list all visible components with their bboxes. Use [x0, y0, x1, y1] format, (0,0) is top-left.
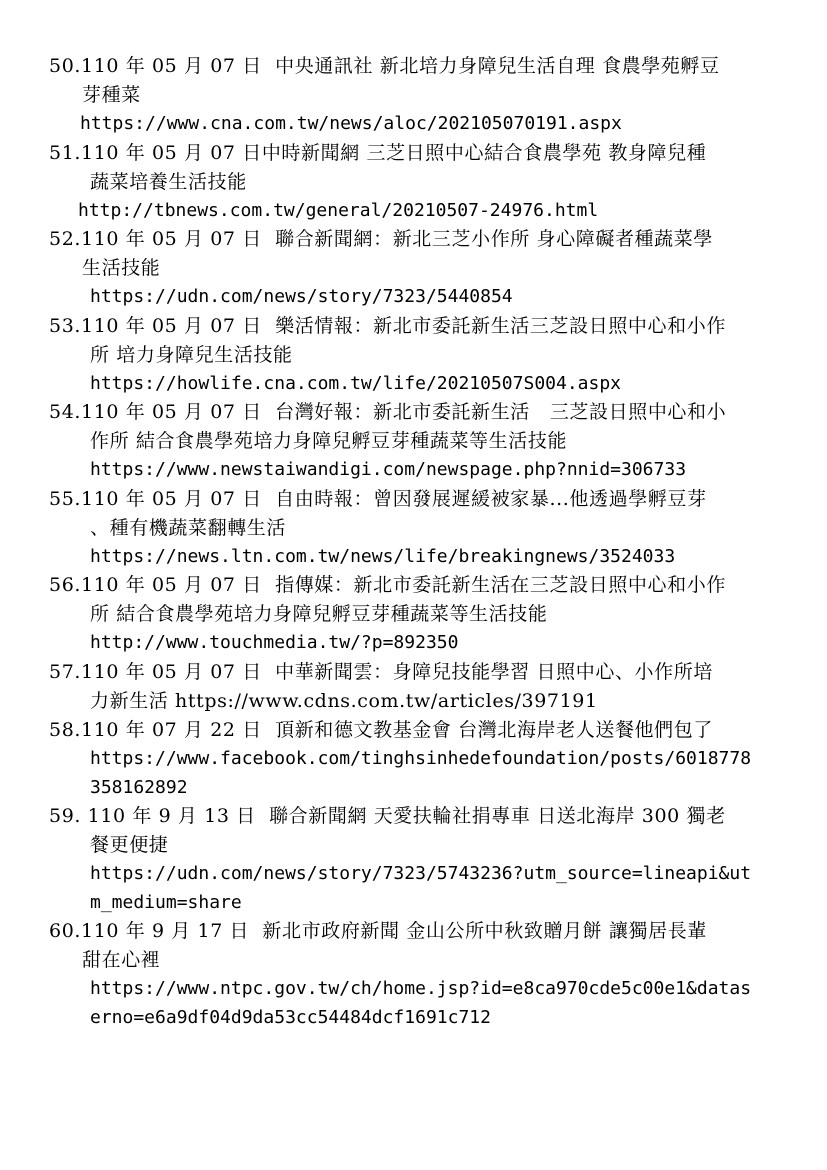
- reference-title-continuation: 芽種菜: [82, 84, 141, 106]
- reference-title-line: 54.110 年 05 月 07 日 台灣好報：新北市委託新生活 三芝設日照中心和小: [49, 401, 727, 423]
- reference-title-continuation: 作所 結合食農學苑培力身障兒孵豆芽種蔬菜等生活技能: [90, 430, 568, 452]
- reference-url[interactable]: http://www.touchmedia.tw/?p=892350: [90, 632, 459, 653]
- reference-title-continuation: 生活技能: [82, 257, 161, 279]
- reference-title-continuation: 所 培力身障兒生活技能: [90, 344, 293, 366]
- reference-title-line: 53.110 年 05 月 07 日 樂活情報：新北市委託新生活三芝設日照中心和小作: [49, 315, 726, 337]
- reference-title-continuation: 力新生活 https://www.cdns.com.tw/articles/397191: [90, 690, 598, 712]
- reference-url[interactable]: https://www.ntpc.gov.tw/ch/home.jsp?id=e8ca970cde5c00e1&datas: [90, 978, 752, 999]
- reference-url[interactable]: erno=e6a9df04d9da53cc54484dcf1691c712: [90, 1007, 491, 1028]
- reference-title-continuation: 、種有機蔬菜翻轉生活: [90, 517, 287, 539]
- reference-title-line: 51.110 年 05 月 07 日中時新聞網 三芝日照中心結合食農學苑 教身障兒種: [49, 142, 707, 164]
- reference-url[interactable]: https://udn.com/news/story/7323/5743236?utm_source=lineapi&ut: [90, 863, 752, 884]
- reference-title-line: 59. 110 年 9 月 13 日 聯合新聞網 天愛扶輪社捐專車 日送北海岸 300 獨老: [49, 805, 726, 827]
- reference-url[interactable]: https://www.facebook.com/tinghsinhedefoundation/posts/6018778: [90, 748, 752, 769]
- reference-url[interactable]: https://news.ltn.com.tw/news/life/breakingnews/3524033: [90, 546, 676, 567]
- reference-title-line: 55.110 年 05 月 07 日 自由時報：曾因發展遲緩被家暴...他透過學孵豆芽: [49, 488, 707, 510]
- reference-url[interactable]: 358162892: [90, 777, 188, 798]
- reference-title-line: 60.110 年 9 月 17 日 新北市政府新聞 金山公所中秋致贈月餅 讓獨居長輩: [49, 920, 707, 942]
- reference-url[interactable]: https://udn.com/news/story/7323/5440854: [90, 286, 513, 307]
- reference-title-continuation: 甜在心裡: [82, 949, 161, 971]
- reference-url[interactable]: https://www.cna.com.tw/news/aloc/202105070191.aspx: [80, 113, 622, 134]
- reference-title-continuation: 所 結合食農學苑培力身障兒孵豆芽種蔬菜等生活技能: [90, 603, 548, 625]
- reference-title-continuation: 餐更便捷: [90, 834, 169, 856]
- reference-url[interactable]: https://www.newstaiwandigi.com/newspage.php?nnid=306733: [90, 459, 687, 480]
- reference-title-continuation: 蔬菜培養生活技能: [90, 171, 247, 193]
- reference-title-line: 58.110 年 07 月 22 日 頂新和德文教基金會 台灣北海岸老人送餐他們包了: [49, 719, 713, 741]
- reference-title-line: 56.110 年 05 月 07 日 指傳媒：新北市委託新生活在三芝設日照中心和小作: [49, 574, 726, 596]
- reference-url[interactable]: m_medium=share: [90, 892, 242, 913]
- reference-title-line: 50.110 年 05 月 07 日 中央通訊社 新北培力身障兒生活自理 食農學苑孵豆: [49, 55, 720, 77]
- reference-title-line: 52.110 年 05 月 07 日 聯合新聞網：新北三芝小作所 身心障礙者種蔬菜學: [49, 228, 713, 250]
- reference-title-line: 57.110 年 05 月 07 日 中華新聞雲：身障兒技能學習 日照中心、小作所培: [49, 661, 713, 683]
- reference-url[interactable]: https://howlife.cna.com.tw/life/20210507S004.aspx: [90, 373, 622, 394]
- reference-url[interactable]: http://tbnews.com.tw/general/20210507-24976.html: [78, 200, 599, 221]
